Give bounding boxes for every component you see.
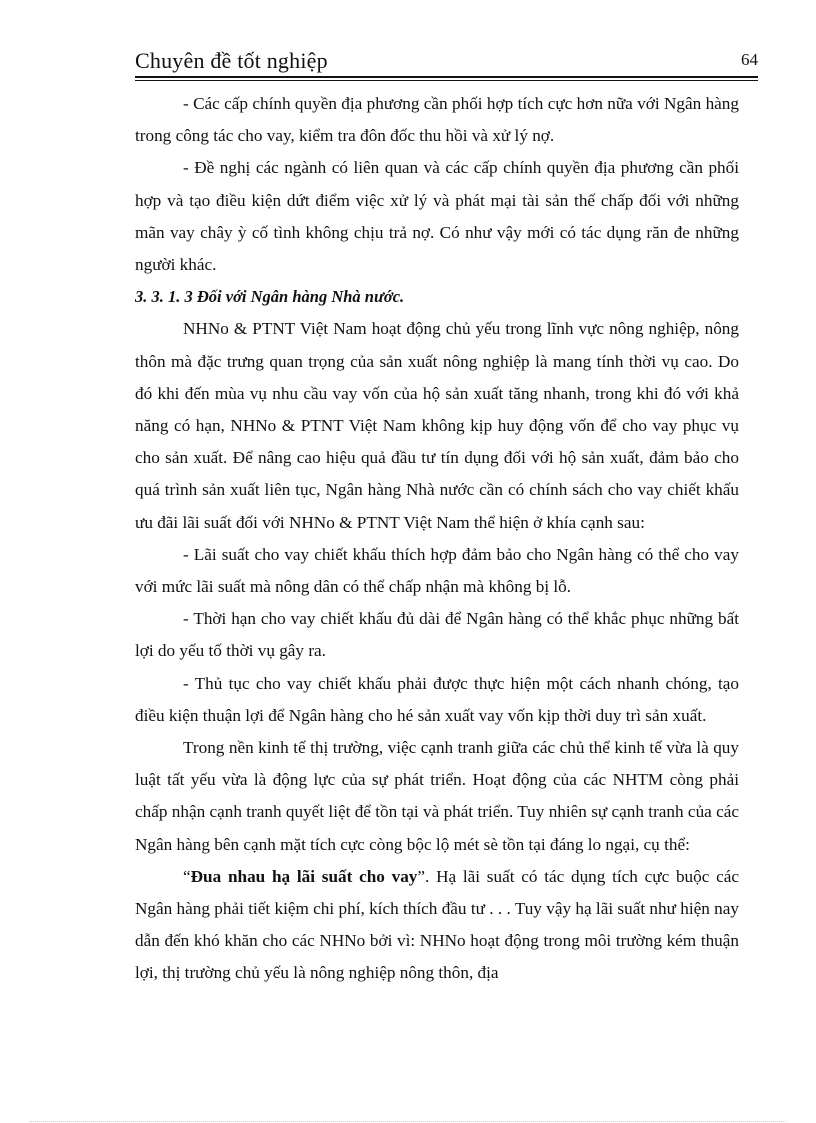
paragraph-8-bold: Đua nhau hạ lãi suất cho vay bbox=[190, 866, 418, 886]
header-rule-thin bbox=[135, 80, 758, 81]
page-header bbox=[135, 46, 758, 76]
paragraph-4: - Lãi suất cho vay chiết khấu thích hợp đảm bảo cho Ngân hàng có thể cho vay với mức lãi suất mà nông dân có thể chấp nhận mà không bị lỗ. bbox=[135, 544, 739, 597]
paragraph-8-rest: ”. Hạ lãi suất có tác dụng tích cực buộc các Ngân hàng phải tiết kiệm chi phí, kích thích đầu tư . . . Tuy vậy hạ lãi suất như hiện nay dẫn đến khó khăn cho các NHNo bởi vì: NHNo hoạt động trong môi trường kém thuận lợi, thị trường chủ yếu là nông nghiệp nông thôn, địa bbox=[135, 866, 739, 983]
paragraph-8 bbox=[135, 861, 739, 990]
footer-dotted-line bbox=[30, 1121, 786, 1122]
body-text bbox=[135, 88, 739, 990]
page-number: 64 bbox=[741, 50, 758, 69]
header-title: Chuyên đề tốt nghiệp bbox=[135, 48, 328, 73]
paragraph-3: NHNo & PTNT Việt Nam hoạt động chủ yếu trong lĩnh vực nông nghiệp, nông thôn mà đặc trưng quan trọng của sản xuất nông nghiệp là mang tính thời vụ cao. Do đó khi đến mùa vụ nhu cầu vay vốn của hộ sản xuất tăng nhanh, trong khi đó với khả năng có hạn, NHNo & PTNT Việt Nam không kịp huy động vốn để cho vay phục vụ cho sản xuất. Để nâng cao hiệu quả đầu tư tín dụng đối với hộ sản xuất, đảm bảo cho quá trình sản xuất liên tục, Ngân hàng Nhà nước cần có chính sách cho vay chiết khấu ưu đãi lãi suất đối với NHNo & PTNT Việt Nam thể hiện ở khía cạnh sau: bbox=[135, 319, 739, 532]
paragraph-7: Trong nền kinh tế thị trường, việc cạnh tranh giữa các chủ thể kinh tế vừa là quy luật tất yếu vừa là động lực của sự phát triển. Hoạt động của các NHTM còng phải chấp nhận cạnh tranh quyết liệt để tồn tại và phát triển. Tuy nhiên sự cạnh tranh của các Ngân hàng bên cạnh mặt tích cực còng bộc lộ mét sè tồn tại đáng lo ngại, cụ thể: bbox=[135, 738, 739, 854]
section-heading: 3. 3. 1. 3 Đối với Ngân hàng Nhà nước. bbox=[135, 287, 405, 307]
paragraph-8-open-quote: “ bbox=[183, 866, 191, 886]
paragraph-6: - Thủ tục cho vay chiết khấu phải được thực hiện một cách nhanh chóng, tạo điều kiện thuận lợi để Ngân hàng cho hé sản xuất vay vốn kịp thời duy trì sản xuất. bbox=[135, 673, 739, 725]
paragraph-1: - Các cấp chính quyền địa phương cần phối hợp tích cực hơn nữa với Ngân hàng trong công tác cho vay, kiểm tra đôn đốc thu hồi và xử lý nợ. bbox=[135, 94, 739, 146]
paragraph-2: - Đề nghị các ngành có liên quan và các cấp chính quyền địa phương cần phối hợp và tạo điều kiện dứt điểm việc xử lý và phát mại tài sản thế chấp đối với những mãn vay chây ỳ cố tình không chịu trả nợ. Có như vậy mới có tác dụng răn đe những người khác. bbox=[135, 158, 739, 275]
paragraph-5: - Thời hạn cho vay chiết khấu đủ dài để Ngân hàng có thể khắc phục những bất lợi do yếu tố thời vụ gây ra. bbox=[135, 609, 739, 661]
header-rule-thick bbox=[135, 76, 758, 78]
